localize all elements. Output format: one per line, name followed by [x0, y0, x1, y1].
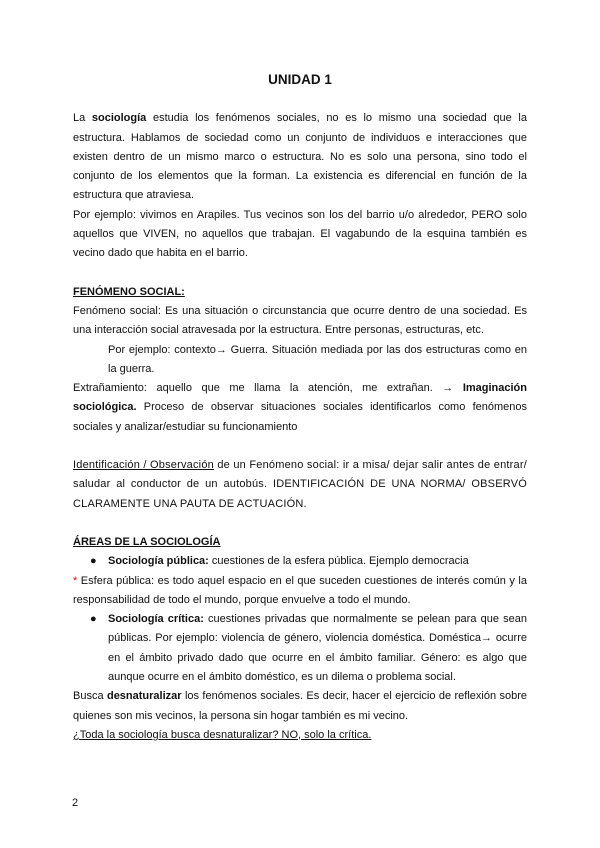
text-run: de un Fenómeno social: ir a misa/ dejar salir antes de entrar/ saludar al conductor de un autobús. IDENTIFICACIÓN DE UNA NORMA/ OBSERVÓ CLARAMENTE UNA PAUTA DE ACTUACIÓN.	[73, 459, 527, 510]
bullet-icon: ●	[90, 555, 97, 568]
text-run: cuestiones privadas que normalmente se pelean para que sean públicas. Por ejemplo: violencia de género, violencia doméstica. Doméstica→ ocurre en el ámbito privado dado que ocurre en el ámbito familiar. Género: es algo que aunque ocurre en el ámbito doméstico, es un dilema o problema social.	[108, 613, 528, 684]
bullet-icon: ●	[90, 613, 97, 626]
bullet-item-publica	[73, 552, 527, 571]
extranamiento-paragraph	[73, 379, 527, 437]
question-line: ¿Toda la sociología busca desnaturalizar? NO, solo la crítica.	[73, 728, 372, 741]
bullet-item-critica	[73, 610, 527, 687]
definition-paragraph: Fenómeno social: Es una situación o circunstancia que ocurre dentro de una sociedad. Es una interacción social atravesada por la estructura. Entre personas, estructuras, etc.	[73, 304, 527, 337]
example-paragraph: Por ejemplo: vivimos en Arapiles. Tus vecinos son los del barrio u/o alrededor, PERO solo aquellos que VIVEN, no aquellos que trabajan. El vagabundo de la esquina también es vecino dado que habita en el barrio.	[73, 208, 527, 260]
text-run: Extrañamiento: aquello que me llama la atención, me extrañan. →	[73, 382, 463, 395]
bold-term: sociología	[91, 112, 147, 125]
identificacion-paragraph	[73, 456, 527, 514]
text-run: cuestiones de la esfera pública. Ejemplo democracia	[208, 555, 469, 568]
text-run: estudia los fenómenos sociales, no es lo mismo una sociedad que la estructura. Hablamos de sociedad como un conjunto de individuos e interacciones que existen dentro de un mismo marco o estructura. No es solo una persona, sino todo el conjunto de los elementos que la forman. La existencia es diferencial en función de la estructura que atraviesa.	[73, 112, 527, 202]
bold-term: Sociología pública:	[108, 555, 209, 568]
text-run: Proceso de observar situaciones sociales identificarlos como fenómenos sociales y analizar/estudiar su funcionamiento	[73, 401, 527, 433]
section-heading-areas: ÁREAS DE LA SOCIOLOGÍA	[73, 535, 221, 548]
text-run: los fenómenos sociales. Es decir, hacer el ejercicio de reflexión sobre quienes son mis vecinos, la persona sin hogar también es mi vecino.	[73, 690, 527, 722]
bold-term: desnaturalizar	[106, 690, 182, 703]
page-number: 2	[72, 797, 79, 809]
bold-term: Imaginación sociológica.	[73, 382, 527, 414]
text-run: Busca	[73, 690, 107, 703]
section-heading-fenomeno: FENÓMENO SOCIAL:	[73, 285, 185, 298]
bold-term: Sociología crítica:	[108, 613, 204, 626]
page-title: UNIDAD 1	[268, 72, 332, 87]
busca-paragraph	[73, 687, 527, 726]
text-run: Esfera pública: es todo aquel espacio en el que suceden cuestiones de interés común y la responsabilidad de todo el mundo, porque envuelve a todo el mundo.	[73, 574, 527, 606]
asterisk-mark: *	[73, 574, 78, 587]
document-page	[73, 70, 527, 745]
esfera-paragraph	[73, 572, 527, 611]
intro-paragraph	[73, 109, 527, 205]
indented-example: Por ejemplo: contexto→ Guerra. Situación mediada por las dos estructuras como en la guerra.	[108, 343, 527, 375]
text-run: La	[73, 112, 92, 125]
underlined-term: Identificación / Observación	[73, 459, 214, 472]
